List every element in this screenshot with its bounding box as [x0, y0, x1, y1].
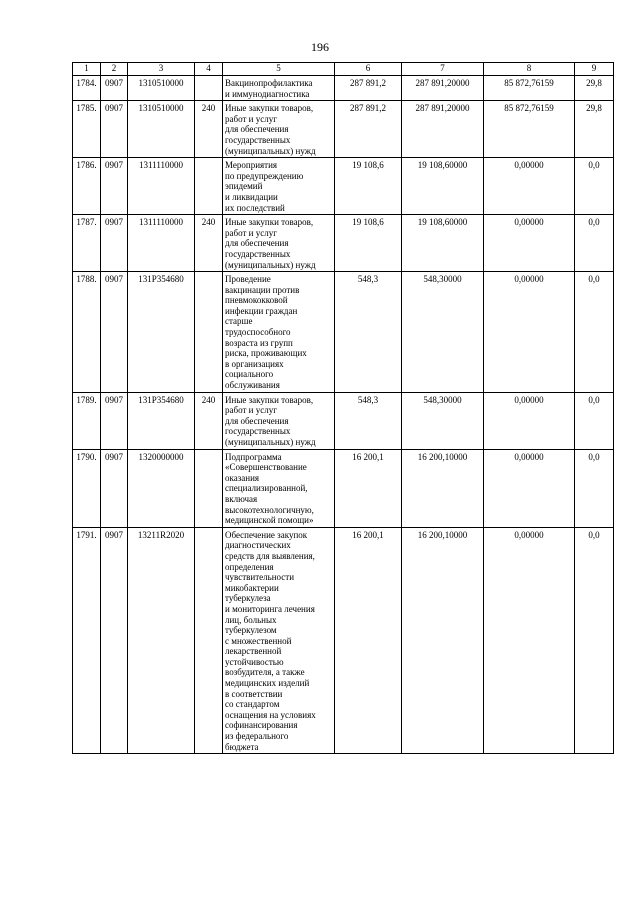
target-article-code: 1310510000: [128, 76, 195, 101]
header-col-6: 6: [335, 63, 402, 76]
item-name-line: оснащения на условиях: [225, 709, 316, 720]
table-row: [73, 158, 614, 215]
item-name-line: медицинских изделий: [225, 678, 310, 689]
expense-kind-code: 240: [195, 392, 223, 449]
item-name-line: (муниципальных) нужд: [225, 437, 316, 447]
expense-kind-code: [195, 449, 223, 527]
item-name-line: туберкулезом: [225, 625, 277, 636]
item-name-line: лекарственной: [225, 646, 282, 657]
executed-amount: 0,00000: [484, 272, 575, 393]
item-name-line: бюджета: [225, 741, 259, 752]
table-row: [73, 449, 614, 527]
item-name-line: работ и услуг: [225, 405, 277, 416]
executed-amount: 0,00000: [484, 215, 575, 272]
item-name-line: и мониторинга лечения: [225, 603, 315, 614]
row-number: 1785.: [73, 101, 101, 158]
executed-amount: 0,00000: [484, 449, 575, 527]
item-name-line: со стандартом: [225, 699, 280, 710]
item-name-line: «Совершенствование: [225, 462, 307, 473]
item-name-line: государственных: [225, 134, 291, 145]
execution-percent: 29,8: [575, 76, 614, 101]
item-name-line: их последствий: [225, 202, 285, 213]
item-name-line: возраста из групп: [225, 337, 293, 348]
section-code: 0907: [101, 527, 128, 753]
item-name-line: работ и услуг: [225, 227, 277, 238]
target-article-code: 1310510000: [128, 101, 195, 158]
item-name: [223, 272, 335, 393]
executed-amount: 85 872,76159: [484, 76, 575, 101]
item-name: [223, 392, 335, 449]
target-article-code: 1311110000: [128, 215, 195, 272]
row-number: 1784.: [73, 76, 101, 101]
row-number: 1788.: [73, 272, 101, 393]
item-name-line: включая: [225, 493, 258, 504]
item-name-line: Проведение: [225, 274, 271, 285]
section-code: 0907: [101, 392, 128, 449]
executed-amount: 85 872,76159: [484, 101, 575, 158]
table-row: [73, 101, 614, 158]
section-code: 0907: [101, 215, 128, 272]
item-name-line: в соответствии: [225, 688, 283, 699]
item-name-line: старше: [225, 316, 253, 327]
header-col-5: 5: [223, 63, 335, 76]
target-article-code: 1311110000: [128, 158, 195, 215]
item-name-line: микобактерии: [225, 582, 279, 593]
expense-kind-code: [195, 158, 223, 215]
item-name-line: высокотехнологичную,: [225, 504, 314, 515]
planned-amount: 548,3: [335, 392, 402, 449]
item-name-line: Мероприятия: [225, 160, 278, 171]
target-article-code: 1320000000: [128, 449, 195, 527]
refined-amount: 16 200,10000: [402, 527, 484, 753]
item-name-line: специализированной,: [225, 483, 308, 494]
header-col-8: 8: [484, 63, 575, 76]
item-name-line: эпидемий: [225, 181, 263, 192]
page-number: 196: [311, 40, 329, 54]
header-col-4: 4: [195, 63, 223, 76]
execution-percent: 0,0: [575, 215, 614, 272]
execution-percent: 0,0: [575, 272, 614, 393]
executed-amount: 0,00000: [484, 158, 575, 215]
table-row: [73, 215, 614, 272]
item-name-line: работ и услуг: [225, 113, 277, 124]
item-name-line: устойчивостью: [225, 656, 284, 667]
item-name-line: определения: [225, 561, 274, 572]
refined-amount: 287 891,20000: [402, 76, 484, 101]
item-name-line: в организациях: [225, 358, 284, 369]
item-name-line: Иные закупки товаров,: [225, 217, 314, 228]
refined-amount: 287 891,20000: [402, 101, 484, 158]
item-name-line: чувствительности: [225, 572, 295, 583]
execution-percent: 29,8: [575, 101, 614, 158]
header-col-7: 7: [402, 63, 484, 76]
planned-amount: 19 108,6: [335, 158, 402, 215]
planned-amount: 287 891,2: [335, 76, 402, 101]
item-name: [223, 101, 335, 158]
header-col-3: 3: [128, 63, 195, 76]
execution-percent: 0,0: [575, 449, 614, 527]
execution-percent: 0,0: [575, 527, 614, 753]
expense-kind-code: [195, 76, 223, 101]
section-code: 0907: [101, 101, 128, 158]
item-name-line: лиц, больных: [225, 614, 277, 625]
table-row: [73, 392, 614, 449]
item-name-line: из федерального: [225, 731, 289, 742]
item-name: [223, 215, 335, 272]
item-name-line: диагностических: [225, 540, 291, 551]
item-name-line: обслуживания: [225, 380, 280, 391]
item-name-line: (муниципальных) нужд: [225, 259, 316, 270]
item-name-line: средств для выявления,: [225, 550, 315, 561]
row-number: 1786.: [73, 158, 101, 215]
item-name-line: Подпрограмма: [225, 451, 282, 462]
item-name-line: по предупреждению: [225, 170, 304, 181]
item-name-line: трудоспособного: [225, 327, 291, 338]
planned-amount: 19 108,6: [335, 215, 402, 272]
item-name-line: для обеспечения: [225, 415, 289, 426]
item-name: [223, 76, 335, 101]
target-article-code: 131P354680: [128, 392, 195, 449]
header-col-9: 9: [575, 63, 614, 76]
refined-amount: 548,30000: [402, 392, 484, 449]
table-row: [73, 76, 614, 101]
executed-amount: 0,00000: [484, 527, 575, 753]
item-name-line: возбудителя, а также: [225, 667, 305, 678]
planned-amount: 287 891,2: [335, 101, 402, 158]
table-row: [73, 527, 614, 753]
item-name-line: и иммунодиагностика: [225, 88, 310, 99]
item-name-line: софинансирования: [225, 720, 298, 731]
target-article-code: 13211R2020: [128, 527, 195, 753]
refined-amount: 19 108,60000: [402, 158, 484, 215]
refined-amount: 19 108,60000: [402, 215, 484, 272]
item-name-line: Иные закупки товаров,: [225, 103, 314, 114]
section-code: 0907: [101, 76, 128, 101]
row-number: 1787.: [73, 215, 101, 272]
item-name-line: Обеспечение закупок: [225, 529, 308, 540]
item-name-line: (муниципальных) нужд: [225, 145, 316, 156]
item-name-line: инфекции граждан: [225, 305, 298, 316]
planned-amount: 16 200,1: [335, 527, 402, 753]
executed-amount: 0,00000: [484, 392, 575, 449]
execution-percent: 0,0: [575, 392, 614, 449]
item-name-line: государственных: [225, 426, 291, 437]
item-name-line: Иные закупки товаров,: [225, 394, 314, 405]
item-name-line: Вакцинопрофилактика: [225, 78, 313, 88]
refined-amount: 548,30000: [402, 272, 484, 393]
item-name-line: и ликвидации: [225, 191, 278, 202]
row-number: 1791.: [73, 527, 101, 753]
row-number: 1789.: [73, 392, 101, 449]
execution-percent: 0,0: [575, 158, 614, 215]
item-name-line: пневмококковой: [225, 295, 288, 306]
table-row: [73, 272, 614, 393]
item-name-line: оказания: [225, 472, 260, 483]
expense-kind-code: [195, 272, 223, 393]
item-name: [223, 449, 335, 527]
item-name-line: с множественной: [225, 635, 292, 646]
header-col-1: 1: [73, 63, 101, 76]
row-number: 1790.: [73, 449, 101, 527]
expense-kind-code: [195, 527, 223, 753]
expense-kind-code: 240: [195, 215, 223, 272]
item-name-line: медицинской помощи»: [225, 515, 314, 526]
table-header-row: [73, 63, 614, 76]
planned-amount: 16 200,1: [335, 449, 402, 527]
item-name-line: для обеспечения: [225, 238, 289, 249]
item-name: [223, 527, 335, 753]
item-name-line: социального: [225, 369, 274, 380]
section-code: 0907: [101, 272, 128, 393]
planned-amount: 548,3: [335, 272, 402, 393]
header-col-2: 2: [101, 63, 128, 76]
item-name-line: государственных: [225, 248, 291, 259]
item-name-line: туберкулеза: [225, 593, 271, 604]
section-code: 0907: [101, 449, 128, 527]
table-body: [73, 76, 614, 754]
refined-amount: 16 200,10000: [402, 449, 484, 527]
item-name-line: риска, проживающих: [225, 348, 307, 359]
item-name-line: вакцинации против: [225, 284, 300, 295]
item-name: [223, 158, 335, 215]
item-name-line: для обеспечения: [225, 124, 289, 135]
section-code: 0907: [101, 158, 128, 215]
budget-table: [72, 62, 614, 754]
expense-kind-code: 240: [195, 101, 223, 158]
target-article-code: 131P354680: [128, 272, 195, 393]
